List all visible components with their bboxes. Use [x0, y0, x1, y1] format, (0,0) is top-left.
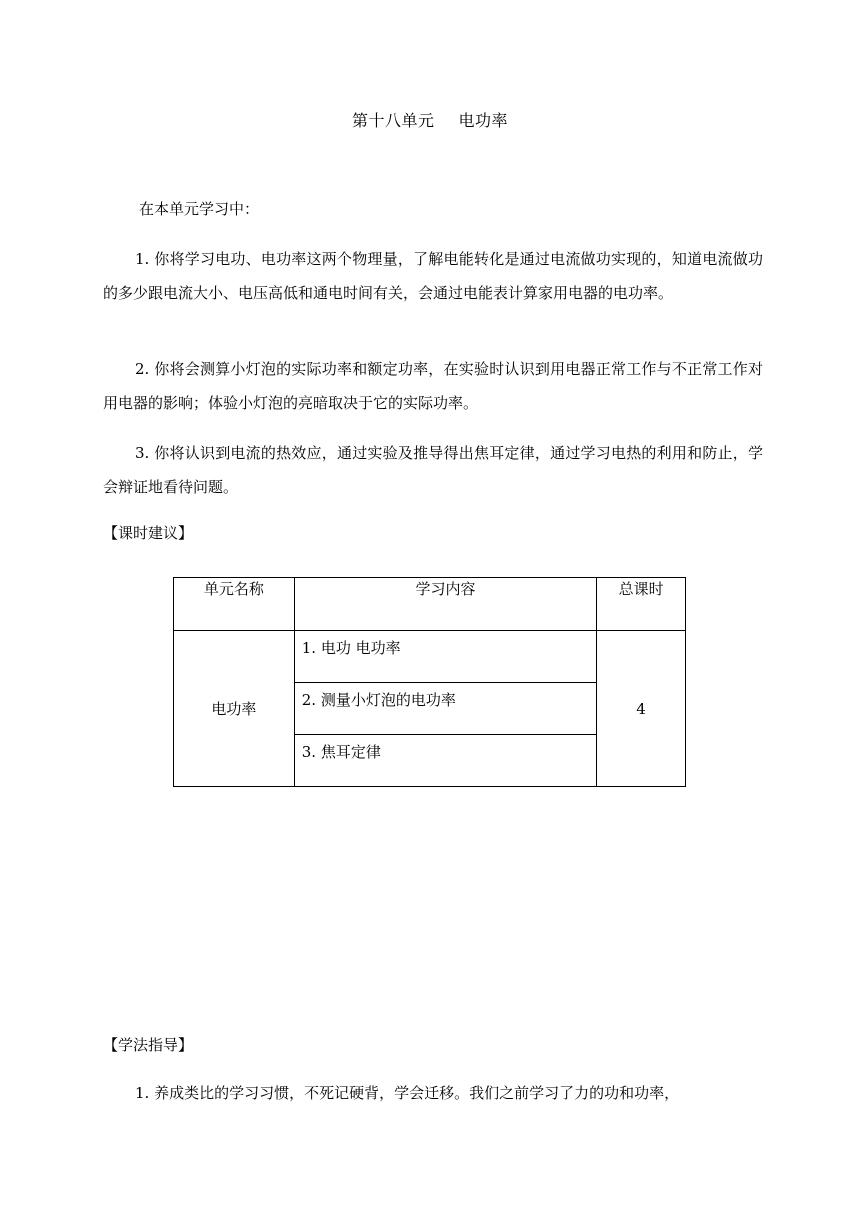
total-hours-cell: 4 — [597, 631, 686, 787]
unit-name-cell: 电功率 — [174, 631, 295, 787]
schedule-table — [173, 577, 686, 787]
method-item-1: 1. 养成类比的学习习惯，不死记硬背，学会迁移。我们之前学习了力的功和功率， — [135, 1084, 680, 1102]
header-total-hours: 总课时 — [597, 578, 686, 631]
lesson-cell-3: 3. 焦耳定律 — [294, 735, 596, 787]
header-content: 学习内容 — [294, 578, 596, 631]
method-heading: 【学法指导】 — [103, 1036, 194, 1054]
lesson-cell-1: 1. 电功 电功率 — [294, 631, 596, 683]
header-unit-name: 单元名称 — [174, 578, 295, 631]
goal-item-2: 2. 你将会测算小灯泡的实际功率和额定功率，在实验时认识到用电器正常工作与不正常工作对用电器的影响；体验小灯泡的亮暗取决于它的实际功率。 — [103, 360, 763, 412]
goal-item-1: 1. 你将学习电功、电功率这两个物理量，了解电能转化是通过电流做功实现的，知道电流做功的多少跟电流大小、电压高低和通电时间有关，会通过电能表计算家用电器的电功率。 — [103, 250, 763, 302]
table-header-row — [174, 578, 686, 631]
page-title — [0, 108, 860, 131]
schedule-heading: 【课时建议】 — [103, 524, 194, 542]
lesson-cell-2: 2. 测量小灯泡的电功率 — [294, 683, 596, 735]
unit-number: 第十八单元 — [351, 111, 435, 130]
table-row — [174, 631, 686, 683]
intro-paragraph: 在本单元学习中： — [139, 200, 260, 218]
goal-item-3: 3. 你将认识到电流的热效应，通过实验及推导得出焦耳定律，通过学习电热的利用和防止，学会辩证地看待问题。 — [103, 444, 763, 496]
unit-topic: 电功率 — [458, 111, 509, 130]
